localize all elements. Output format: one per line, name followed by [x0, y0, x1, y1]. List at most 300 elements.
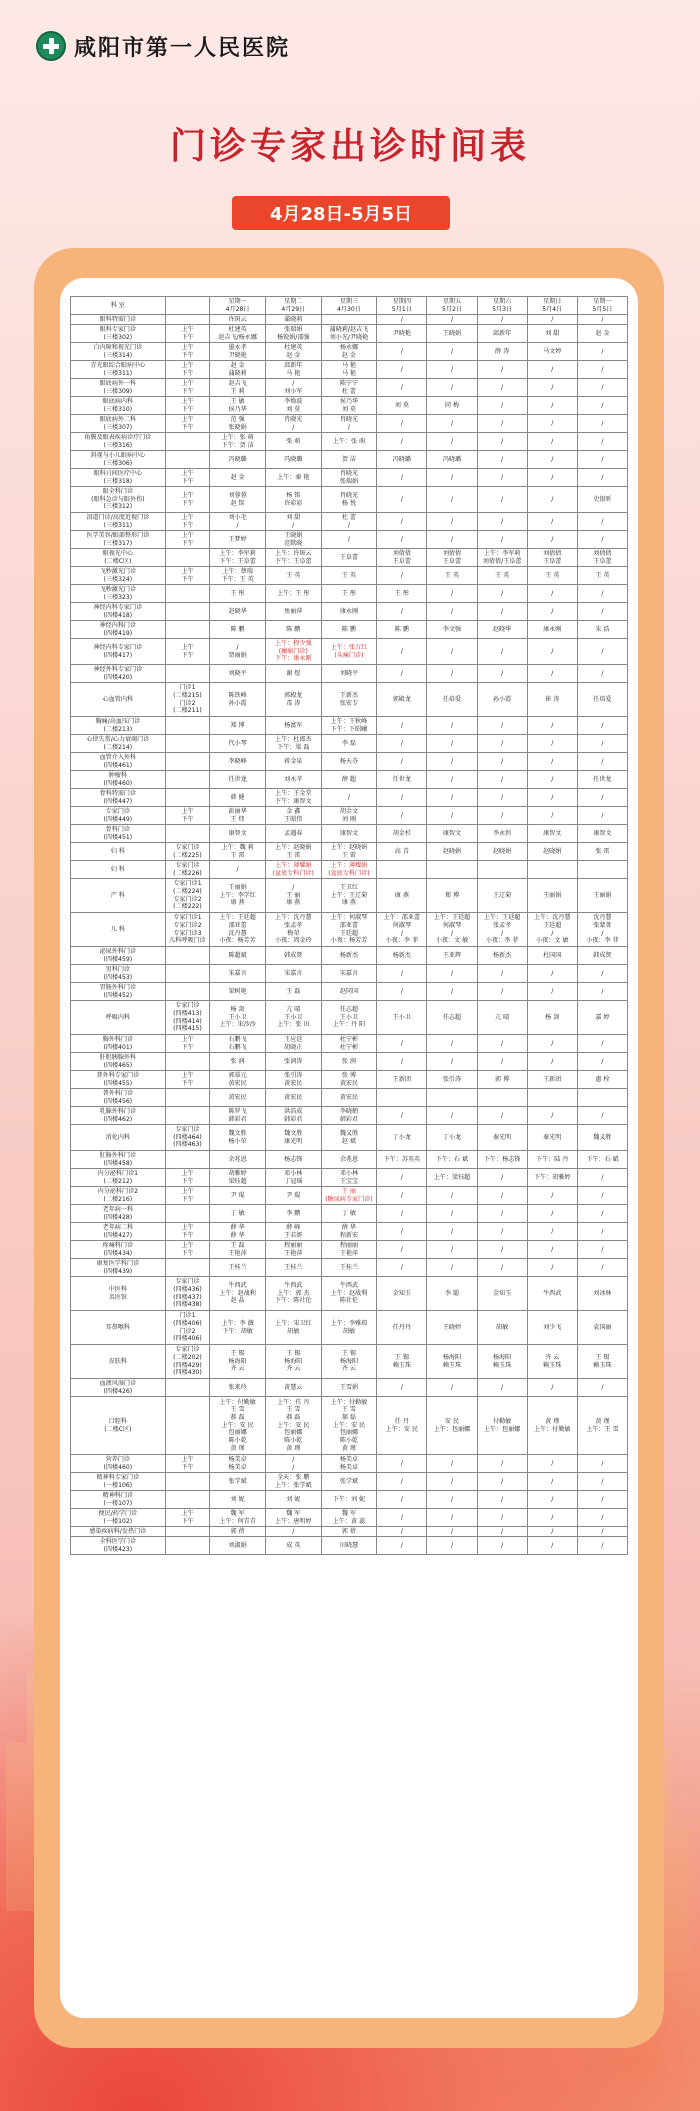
doctor-cell: 韩成贤 [265, 947, 321, 965]
table-row [71, 469, 628, 487]
doctor-cell: / [577, 753, 627, 771]
table-row [71, 1169, 628, 1187]
doctor-cell: 上午：薄耀娟 (盆底专科门诊) [265, 861, 321, 879]
doctor-cell: / [527, 1205, 577, 1223]
doctor-cell: / [477, 451, 527, 469]
hospital-header [36, 28, 290, 64]
doctor-cell: 李焕波 刘 莫 [265, 397, 321, 415]
session-cell: 专家门诊1 专家门诊2 专家门诊3 儿科呼吸门诊 [165, 913, 210, 947]
doctor-cell: 亢 晴 王小卫 上午：张 田 [265, 1001, 321, 1035]
doctor-cell: 尹 琨 [210, 1187, 266, 1205]
doctor-cell: 下午：石 斌 [427, 1151, 477, 1169]
session-cell: 上午 下午 [165, 343, 210, 361]
doctor-cell: 张学斌 [210, 1473, 266, 1491]
doctor-cell: 上午：邵亚蕾 何淑琴 / 小夜：李 菲 [377, 913, 427, 947]
doctor-cell: / [577, 665, 627, 683]
doctor-cell: / [477, 1379, 527, 1397]
doctor-cell: 王晓娟 [427, 325, 477, 343]
doctor-cell: 蒲晓莉 [265, 315, 321, 325]
doctor-cell: 杨富军 [265, 717, 321, 735]
doctor-cell: 上午：赵晓娟 王 雷 [321, 843, 377, 861]
doctor-cell [477, 1089, 527, 1107]
doctor-cell: 张引涛 黄宏民 [265, 1071, 321, 1089]
department-cell: 神经内科专家门诊 (四楼417) [71, 639, 166, 665]
doctor-cell: 赵晓娟 [477, 843, 527, 861]
session-cell: 上午 下午 [165, 531, 210, 549]
doctor-cell: / [527, 1379, 577, 1397]
doctor-cell: / [477, 433, 527, 451]
doctor-cell: / [477, 603, 527, 621]
department-cell: 眼底病内科 (三楼310) [71, 397, 166, 415]
doctor-cell: / [477, 1455, 527, 1473]
doctor-cell: 上午：宋卫红 胡敏 [265, 1311, 321, 1345]
doctor-cell: 王晓娟 范默晓 [265, 531, 321, 549]
schedule-table [70, 296, 628, 1555]
department-cell: 青光眼综合眼病中心 (三楼311) [71, 361, 166, 379]
doctor-cell: 王应廷 胡晓正 [265, 1035, 321, 1053]
department-cell: 内分泌科门诊2 (二楼216) [71, 1187, 166, 1205]
doctor-cell: / [527, 717, 577, 735]
doctor-cell: 任世龙 [377, 771, 427, 789]
doctor-cell: / [427, 1491, 477, 1509]
doctor-cell: 上午：秦 艳 [265, 469, 321, 487]
doctor-cell: 马 艳 马 艳 [321, 361, 377, 379]
doctor-cell: 陈宁宁 杜 蕾 [321, 379, 377, 397]
doctor-cell: / [427, 1455, 477, 1473]
table-row [71, 843, 628, 861]
doctor-cell: / [527, 1035, 577, 1053]
doctor-cell: / [427, 513, 477, 531]
doctor-cell: 丁 敏 [210, 1205, 266, 1223]
doctor-cell: / [377, 753, 427, 771]
doctor-cell: 任志超 王小卫 上午：丹 阳 [321, 1001, 377, 1035]
doctor-cell: 魏 军 上午：黄 蕊 [321, 1509, 377, 1527]
doctor-cell: 王亚辉 [427, 947, 477, 965]
doctor-cell: 康智文 [577, 825, 627, 843]
session-cell: 门诊1 (四楼406) 门诊2 (四楼406) [165, 1311, 210, 1345]
doctor-cell: / [577, 1509, 627, 1527]
table-row [71, 415, 628, 433]
doctor-cell: 沈丹慧 张蒙菁 / 小夜：李 菲 [577, 913, 627, 947]
doctor-cell: 杨美卓 杨美卓 [321, 1455, 377, 1473]
session-cell [165, 983, 210, 1001]
doctor-cell: 杨海阳 赖玉珠 [477, 1345, 527, 1379]
doctor-cell: 王 英 [527, 567, 577, 585]
doctor-cell: 丁小龙 [427, 1125, 477, 1151]
session-cell: 专家门诊1 (二楼224) 专家门诊2 (二楼222) [165, 879, 210, 913]
doctor-cell [377, 1089, 427, 1107]
doctor-cell: 黄宏民 [321, 1089, 377, 1107]
column-header: 星期一 4月28日 [210, 297, 266, 315]
doctor-cell: 王 英 [577, 567, 627, 585]
doctor-cell: / [377, 1241, 427, 1259]
doctor-cell: 上午：王 彤 [265, 585, 321, 603]
doctor-cell: / [427, 585, 477, 603]
session-cell [165, 965, 210, 983]
doctor-cell: 黄慧云 [265, 1379, 321, 1397]
table-row [71, 1107, 628, 1125]
department-cell: 妇 科 [71, 861, 166, 879]
session-cell [165, 1397, 210, 1455]
doctor-cell: 张引涛 [427, 1071, 477, 1089]
department-cell: 康复医学科门诊 (四楼439) [71, 1259, 166, 1277]
doctor-cell: 王雪娟 [321, 1379, 377, 1397]
doctor-cell: / [427, 717, 477, 735]
doctor-cell: / [477, 1527, 527, 1537]
department-cell: 神经内科门诊 (四楼419) [71, 621, 166, 639]
table-row [71, 639, 628, 665]
doctor-cell: 下午：苏英英 [377, 1151, 427, 1169]
doctor-cell: / [577, 1169, 627, 1187]
department-cell: 医学美容/眼部整形门诊 (三楼317) [71, 531, 166, 549]
doctor-cell: / [477, 807, 527, 825]
doctor-cell: 康智文 [321, 825, 377, 843]
doctor-cell: 上午：王廷超 张孟孝 / 小夜：李 菲 [477, 913, 527, 947]
table-row [71, 487, 628, 513]
doctor-cell: 郭 蓓 [321, 1527, 377, 1537]
session-cell: 上午 下午 [165, 1071, 210, 1089]
department-cell: 胸外科门诊 (四楼401) [71, 1035, 166, 1053]
session-cell [165, 1107, 210, 1125]
session-cell: 门诊1 (二楼215) 门诊2 (二楼211) [165, 683, 210, 717]
doctor-cell: / [527, 379, 577, 397]
doctor-cell: 蒲晓莉/赵吉飞 刘小光/尹晓艳 [321, 325, 377, 343]
doctor-cell: / [210, 861, 266, 879]
session-cell [165, 825, 210, 843]
doctor-cell: 王丽娟 [577, 879, 627, 913]
session-cell: 专家门诊 (二楼225) [165, 843, 210, 861]
doctor-cell: / [477, 585, 527, 603]
doctor-cell: / [377, 567, 427, 585]
table-row [71, 1311, 628, 1345]
doctor-cell: 魏文胜 杨小荣 [210, 1125, 266, 1151]
doctor-cell: / [377, 1473, 427, 1491]
doctor-cell: 侯乃华 刘 莫 [321, 397, 377, 415]
doctor-cell: / [477, 1259, 527, 1277]
table-row [71, 1379, 628, 1397]
doctor-cell: 魏文胜 康光明 [265, 1125, 321, 1151]
doctor-cell: 下午：胡雅婷 [527, 1169, 577, 1187]
doctor-cell: / [527, 531, 577, 549]
doctor-cell: 鱼丽萍 [265, 603, 321, 621]
doctor-cell: 薛 涛 [477, 343, 527, 361]
doctor-cell: / [427, 753, 477, 771]
doctor-cell: 赵 金 [577, 325, 627, 343]
doctor-cell: 王卫红 上午：王辽菊 康 燕 [321, 879, 377, 913]
table-row [71, 771, 628, 789]
doctor-cell: / [427, 639, 477, 665]
doctor-cell: 胡金文 刘 刚 [321, 807, 377, 825]
doctor-cell: / [427, 379, 477, 397]
doctor-cell: / [427, 665, 477, 683]
doctor-cell: / [527, 1107, 577, 1125]
session-cell [165, 1491, 210, 1509]
doctor-cell: 肖晓光 张瑞娟 [321, 469, 377, 487]
department-cell: 骨科门诊 (四楼451) [71, 825, 166, 843]
session-cell [165, 717, 210, 735]
department-cell: 肛肠外科门诊 (四楼458) [71, 1151, 166, 1169]
doctor-cell: 郭慕元 黄宏民 [210, 1071, 266, 1089]
doctor-cell: 杨新杰 [377, 947, 427, 965]
doctor-cell: 上午：许斑云 下午：王阜蕾 [265, 549, 321, 567]
doctor-cell [427, 1089, 477, 1107]
doctor-cell: 刘 莫 [377, 397, 427, 415]
doctor-cell: 刘倩倩 王阜蕾 [427, 549, 477, 567]
doctor-cell: 魏 军 上午：何青青 [210, 1509, 266, 1527]
doctor-cell: 张 博 黄宏民 [321, 1071, 377, 1089]
doctor-cell: / [427, 415, 477, 433]
department-cell: 白内障和视光门诊 (三楼314) [71, 343, 166, 361]
doctor-cell: 赵晓华 [477, 621, 527, 639]
doctor-cell: 尹 琨 [265, 1187, 321, 1205]
doctor-cell: 上午：付勤敏 王 雪 郝 磊 上午：安 民 包丽娜 陈小乾 黄 瑾 [321, 1397, 377, 1455]
doctor-cell: 肖晓光 杨 悦 [321, 487, 377, 513]
doctor-cell: / [577, 983, 627, 1001]
doctor-cell: / [527, 513, 577, 531]
doctor-cell: 邱新年 [477, 325, 527, 343]
column-header: 科 室 [71, 297, 166, 315]
doctor-cell: / [377, 487, 427, 513]
doctor-cell: 康智文 [527, 825, 577, 843]
doctor-cell: / [477, 639, 527, 665]
doctor-cell: / [577, 415, 627, 433]
doctor-cell: / 贾丽娟 [210, 639, 266, 665]
doctor-cell: 康 燕 [377, 879, 427, 913]
table-row [71, 513, 628, 531]
doctor-cell: 王 彤 [377, 585, 427, 603]
doctor-cell [377, 861, 427, 879]
doctor-cell: 张 雷 [577, 843, 627, 861]
doctor-cell [527, 1089, 577, 1107]
department-cell: 眼底病外一科 (三楼309) [71, 379, 166, 397]
doctor-cell: / [427, 983, 477, 1001]
doctor-cell: 嘉 婷 [577, 1001, 627, 1035]
doctor-cell: 刘 甜 / [265, 513, 321, 531]
doctor-cell: / [477, 965, 527, 983]
doctor-cell: 陈罗飞 韩彩君 [210, 1107, 266, 1125]
doctor-cell: / [477, 983, 527, 1001]
doctor-cell: 杨新杰 [477, 947, 527, 965]
department-cell: 普外科门诊 (四楼456) [71, 1089, 166, 1107]
doctor-cell: 付勤敏 上午：包丽娜 [477, 1397, 527, 1455]
doctor-cell: 石鹏飞 石鹏飞 [210, 1035, 266, 1053]
doctor-cell: 魏义胜 赵 斌 [321, 1125, 377, 1151]
department-cell: 口腔科 (二楼C区) [71, 1397, 166, 1455]
doctor-cell: 牛西武 [527, 1277, 577, 1311]
doctor-cell: 黄宏民 [265, 1089, 321, 1107]
doctor-cell: / 刘小军 [265, 379, 321, 397]
session-cell: 上午 下午 [165, 1509, 210, 1527]
doctor-cell: / [427, 433, 477, 451]
doctor-cell: 薛 华 程新宏 [321, 1223, 377, 1241]
doctor-cell: 下午：石 斌 [577, 1151, 627, 1169]
doctor-cell: 上午：李军莉 刘倩倩/王阜蕾 [477, 549, 527, 567]
doctor-cell: 史银昕 [577, 487, 627, 513]
table-row [71, 983, 628, 1001]
doctor-cell: 王 锡 赖玉珠 [377, 1345, 427, 1379]
doctor-cell: 任培爱 [577, 683, 627, 717]
doctor-cell: 杜建英 赵吉飞/杨永娜 [210, 325, 266, 343]
column-header: 星期五 5月2日 [427, 297, 477, 315]
doctor-cell: / [377, 965, 427, 983]
doctor-cell: 张 润 [321, 1053, 377, 1071]
doctor-cell: 王桂兰 [265, 1259, 321, 1277]
doctor-cell: / [527, 965, 577, 983]
table-row [71, 1473, 628, 1491]
doctor-cell: 丁小龙 [377, 1125, 427, 1151]
doctor-cell: / [265, 1527, 321, 1537]
department-cell: 普外科专家门诊 (四楼455) [71, 1071, 166, 1089]
doctor-cell: 杨天芬 [321, 753, 377, 771]
hospital-name: 咸阳市第一人民医院 [74, 34, 291, 61]
doctor-cell: / [577, 1537, 627, 1555]
table-row [71, 1089, 628, 1107]
table-row [71, 1527, 628, 1537]
table-row [71, 549, 628, 567]
doctor-cell: / [477, 735, 527, 753]
doctor-cell: 上午：魏 莉 王 雷 [210, 843, 266, 861]
doctor-cell: 刘晓平 [210, 665, 266, 683]
session-cell: 上午 下午 [165, 361, 210, 379]
table-row [71, 965, 628, 983]
table-row [71, 1053, 628, 1071]
doctor-cell: / [477, 1223, 527, 1241]
table-row [71, 1151, 628, 1169]
doctor-cell: 王 英 [321, 567, 377, 585]
doctor-cell: 宋嘉言 [321, 965, 377, 983]
doctor-cell: / [577, 789, 627, 807]
doctor-cell: 程丽丽 王艳萍 [265, 1241, 321, 1259]
doctor-cell: / [377, 433, 427, 451]
table-row [71, 1241, 628, 1259]
department-cell: 肝胆胰腺外科 (四楼465) [71, 1053, 166, 1071]
session-cell [165, 621, 210, 639]
doctor-cell: 上午：薄耀娟 (盆底专科门诊) [321, 861, 377, 879]
table-header-row [71, 297, 628, 315]
doctor-cell: / [427, 531, 477, 549]
doctor-cell: / [577, 735, 627, 753]
doctor-cell: 郭 博 [477, 1071, 527, 1089]
doctor-cell: / [377, 531, 427, 549]
department-cell: 产 科 [71, 879, 166, 913]
doctor-cell: 惠 栓 [577, 1071, 627, 1089]
session-cell: 专家门诊 (二楼202) (四楼429) (四楼430) [165, 1345, 210, 1379]
doctor-cell: 王 敏 侯乃华 [210, 397, 266, 415]
doctor-cell: / [577, 1205, 627, 1223]
session-cell [165, 1527, 210, 1537]
doctor-cell: / [377, 1379, 427, 1397]
department-cell: 精神科专家门诊 (一楼106) [71, 1473, 166, 1491]
doctor-cell: 王桂兰 [321, 1259, 377, 1277]
doctor-cell: 赵晓娟 [427, 843, 477, 861]
session-cell: 上午 下午 [165, 1223, 210, 1241]
doctor-cell: 胡金杉 [377, 825, 427, 843]
table-row [71, 379, 628, 397]
doctor-cell: / [477, 1509, 527, 1527]
table-row [71, 1071, 628, 1089]
doctor-cell: / [477, 1035, 527, 1053]
doctor-cell: 刘倩倩 王阜蕾 [527, 549, 577, 567]
doctor-cell: / [527, 469, 577, 487]
department-cell: 妇 科 [71, 843, 166, 861]
doctor-cell: 宋嘉言 [210, 965, 266, 983]
doctor-cell: 赵吉飞 王 莉 [210, 379, 266, 397]
table-row [71, 361, 628, 379]
doctor-cell: / [527, 487, 577, 513]
department-cell: 角膜及眼表疾病诊疗门诊 (三楼316) [71, 433, 166, 451]
doctor-cell: 肖晓光 / [321, 415, 377, 433]
doctor-cell: 任志超 [427, 1001, 477, 1035]
doctor-cell: 王 丽 (糖尿病专家门诊) [321, 1187, 377, 1205]
doctor-cell: / [527, 1509, 577, 1527]
doctor-cell: 尹晓艳 [377, 325, 427, 343]
doctor-cell: 刘 妮 [265, 1491, 321, 1509]
session-cell [165, 1379, 210, 1397]
department-cell: 中医科 名医馆 [71, 1277, 166, 1311]
session-cell [165, 753, 210, 771]
doctor-cell: / [321, 789, 377, 807]
doctor-cell: 郭殿龙 毒 涛 [265, 683, 321, 717]
table-row [71, 451, 628, 469]
doctor-cell: / [377, 1527, 427, 1537]
doctor-cell: / [477, 1053, 527, 1071]
doctor-cell: 黄 瑾 上午：王 雪 [577, 1397, 627, 1455]
doctor-cell: 代小琴 [210, 735, 266, 753]
doctor-cell: 刘晓平 [321, 665, 377, 683]
doctor-cell: / [477, 487, 527, 513]
session-cell: 上午 下午 [165, 415, 210, 433]
doctor-cell: 郭 蓓 [210, 1527, 266, 1537]
department-cell: 老年病一科 (四楼428) [71, 1205, 166, 1223]
doctor-cell: / [477, 379, 527, 397]
doctor-cell: / [577, 1379, 627, 1397]
department-cell: 眼全科门诊 (眼科急诊与眼外伤) (三楼312) [71, 487, 166, 513]
department-cell: 老年病二科 (四楼427) [71, 1223, 166, 1241]
table-row [71, 1205, 628, 1223]
doctor-cell: 刘小毛 / [210, 513, 266, 531]
session-cell: 上午 下午 [165, 807, 210, 825]
department-cell: 飞秒激光门诊 (三楼323) [71, 585, 166, 603]
department-cell: 眼底病外二科 (三楼307) [71, 415, 166, 433]
doctor-cell: 上午：王廷超 邵亚蕾 沈丹慧 小夜：杨芳芳 [210, 913, 266, 947]
session-cell [165, 735, 210, 753]
doctor-cell: / [477, 1187, 527, 1205]
doctor-cell [427, 861, 477, 879]
department-cell: 血液风湿门诊 (四楼426) [71, 1379, 166, 1397]
doctor-cell: / [527, 983, 577, 1001]
doctor-cell: 蒋金泉 [265, 753, 321, 771]
doctor-cell: 杨 铭 许彩彩 [265, 487, 321, 513]
table-row [71, 531, 628, 549]
department-cell: 泌尿外科门诊 (四楼459) [71, 947, 166, 965]
doctor-cell: 杜 蕾 / [321, 513, 377, 531]
doctor-cell: / [577, 361, 627, 379]
table-row [71, 1187, 628, 1205]
doctor-cell: 魏 军 上午：唐明婷 [265, 1509, 321, 1527]
session-cell: 专家门诊 (四楼436) (四楼437) (四楼438) [165, 1277, 210, 1311]
doctor-cell: 李永恒 [477, 825, 527, 843]
session-cell [165, 789, 210, 807]
doctor-cell: / [427, 1379, 477, 1397]
doctor-cell: / [527, 1527, 577, 1537]
department-cell: 全科医学门诊 (四楼423) [71, 1537, 166, 1555]
doctor-cell: / [577, 1527, 627, 1537]
table-row [71, 1345, 628, 1379]
doctor-cell: 康永刚 [527, 621, 577, 639]
session-cell: 上午 下午 [165, 1241, 210, 1259]
doctor-cell: / [377, 361, 427, 379]
doctor-cell: / [427, 1259, 477, 1277]
